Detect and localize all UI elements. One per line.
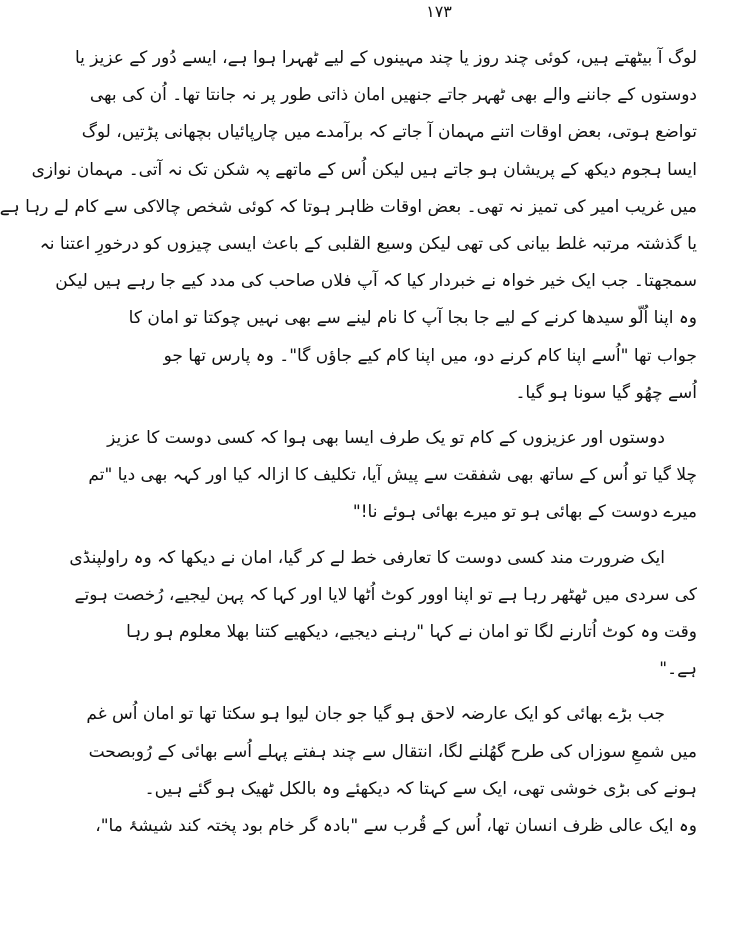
text-line: وہ ایک عالی ظرف انسان تھا، اُس کے قُرب سے "بادہ گر خام بود پختہ کند شیشۂ ما"، xyxy=(95,816,697,837)
text-line: ہونے کی بڑی خوشی تھی، ایک سے کہتا کہ دیکھئے وہ بالکل ٹھیک ہو گئے ہیں۔ xyxy=(144,778,697,799)
text-line: وہ اپنا اُلّو سیدھا کرنے کے لیے جا بجا آپ کا نام لینے سے بھی نہیں چوکتا تو امان کا xyxy=(128,308,697,329)
page-number: ۱۷۳ xyxy=(426,2,452,21)
text-line: سمجھتا۔ جب ایک خیر خواہ نے خبردار کیا کہ آپ فلاں صاحب کی مدد کیے جا رہے ہیں لیکن xyxy=(55,271,697,292)
text-line: ایک ضرورت مند کسی دوست کا تعارفی خط لے کر گیا، امان نے دیکھا کہ وہ راولپنڈی xyxy=(69,547,665,568)
text-line: میرے دوست کے بھائی ہو تو میرے بھائی ہوئے نا!" xyxy=(352,502,697,523)
text-line: میں غریب امیر کی تمیز نہ تھی۔ بعض اوقات ظاہر ہوتا کہ کوئی شخص چالاکی سے کام لے رہا ہے xyxy=(0,196,697,217)
paragraph-4 xyxy=(86,696,697,845)
text-line: ایسا ہجوم دیکھ کے پریشان ہو جاتے ہیں لیکن اُس کے ماتھے پہ شکن تک نہ آتی۔ مہمان نوازی xyxy=(31,159,697,180)
text-line: یا گذشتہ مرتبہ غلط بیانی کی تھی لیکن وسیع القلبی کے باعث ایسی چیزوں کو درخورِ اعتنا نہ xyxy=(39,234,697,255)
text-line: اُسے چھُو گیا سونا ہو گیا۔ xyxy=(515,382,697,403)
text-line: ہے۔" xyxy=(659,659,697,680)
paragraph-2 xyxy=(88,420,697,532)
paragraph-1 xyxy=(0,40,697,412)
text-line: دوستوں کے جاننے والے بھی ٹھہر جاتے جنھیں امان ذاتی طور پر نہ جانتا تھا۔ اُن کی بھی xyxy=(89,85,697,106)
text-line: کی سردی میں ٹھٹھر رہا ہے تو اپنا اوور کوٹ اُٹھا لایا اور کہا کہ پہن لیجیے، رُخصت ہوتے xyxy=(74,584,697,605)
text-line: جواب تھا "اُسے اپنا کام کرنے دو، میں اپنا کام کیے جاؤں گا"۔ وہ پارس تھا جو xyxy=(163,345,697,366)
text-line: جب بڑے بھائی کو ایک عارضہ لاحق ہو گیا جو جان لیوا ہو سکتا تھا تو امان اُس غم xyxy=(86,704,665,725)
text-line: وقت وہ کوٹ اُتارنے لگا تو امان نے کہا "رہنے دیجیے، دیکھیے کتنا بھلا معلوم ہو رہا xyxy=(126,622,697,643)
text-line: لوگ آ بیٹھتے ہیں، کوئی چند روز یا چند مہینوں کے لیے ٹھہرا ہوا ہے، ایسے دُور کے عزیز یا xyxy=(74,48,697,68)
text-line: چلا گیا تو اُس کے ساتھ بھی شفقت سے پیش آیا، تکلیف کا ازالہ کیا اور کہہ بھی دیا "تم xyxy=(88,465,697,486)
text-line: تواضع ہوتی، بعض اوقات اتنے مہمان آ جاتے کہ برآمدے میں چارپائیاں بچھانی پڑتیں، لوگ xyxy=(81,122,697,143)
text-line: دوستوں اور عزیزوں کے کام تو یک طرف ایسا بھی ہوا کہ کسی دوست کا عزیز xyxy=(107,428,665,449)
paragraph-3 xyxy=(69,540,697,689)
text-line: میں شمعِ سوزاں کی طرح گھُلنے لگا، انتقال سے چند ہفتے پہلے اُسے بھائی کے رُوبصحت xyxy=(88,741,697,762)
body-text xyxy=(0,40,697,912)
